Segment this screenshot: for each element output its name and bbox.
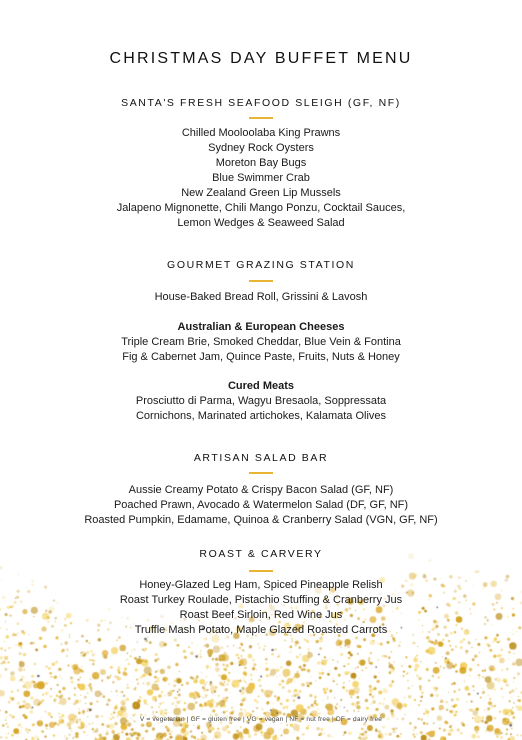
roast-items <box>0 578 522 638</box>
list-item: Moreton Bay Bugs <box>215 157 307 169</box>
grazing-items <box>0 290 522 305</box>
section-title-salad: ARTISAN SALAD BAR <box>193 452 329 464</box>
dietary-legend: V = vegetarian | GF = gluten free | VG = vegan | NF = nut free | DF = dairy free <box>139 716 383 723</box>
list-item: Truffle Mash Potato, Maple Glazed Roasted Carrots <box>134 624 388 636</box>
list-item: Cornichons, Marinated artichokes, Kalamata Olives <box>135 410 387 422</box>
list-item: Fig & Cabernet Jam, Quince Paste, Fruits, Nuts & Honey <box>122 351 400 363</box>
section-title-grazing: GOURMET GRAZING STATION <box>167 259 355 271</box>
cured-meats-block <box>0 379 522 424</box>
list-item: Aussie Creamy Potato & Crispy Bacon Salad (GF, NF) <box>128 484 394 496</box>
cheeses-block <box>0 320 522 365</box>
subsection-title-cheeses: Australian & European Cheeses <box>177 321 345 333</box>
list-item: Roast Beef Sirloin, Red Wine Jus <box>179 609 343 621</box>
section-title-roast: ROAST & CARVERY <box>199 548 323 560</box>
gold-divider <box>249 472 273 474</box>
list-item: Triple Cream Brie, Smoked Cheddar, Blue Vein & Fontina <box>121 336 401 348</box>
list-item: House-Baked Bread Roll, Grissini & Lavosh <box>154 291 368 303</box>
menu-title: CHRISTMAS DAY BUFFET MENU <box>109 50 413 67</box>
list-item: Chilled Mooloolaba King Prawns <box>181 127 341 139</box>
list-item: Sydney Rock Oysters <box>208 142 314 154</box>
seafood-items <box>0 126 522 231</box>
section-title-seafood: SANTA'S FRESH SEAFOOD SLEIGH (GF, NF) <box>121 97 401 109</box>
salad-items <box>0 483 522 528</box>
list-item: New Zealand Green Lip Mussels <box>181 187 341 199</box>
list-item: Poached Prawn, Avocado & Watermelon Salad (DF, GF, NF) <box>113 499 409 511</box>
list-item: Lemon Wedges & Seaweed Salad <box>177 217 345 229</box>
list-item: Prosciutto di Parma, Wagyu Bresaola, Soppressata <box>135 395 387 407</box>
list-item: Roasted Pumpkin, Edamame, Quinoa & Cranberry Salad (VGN, GF, NF) <box>84 514 438 526</box>
list-item: Jalapeno Mignonette, Chili Mango Ponzu, Cocktail Sauces, <box>116 202 406 214</box>
list-item: Honey-Glazed Leg Ham, Spiced Pineapple Relish <box>139 579 383 591</box>
gold-divider <box>249 117 273 119</box>
subsection-title-cured-meats: Cured Meats <box>227 380 295 392</box>
list-item: Roast Turkey Roulade, Pistachio Stuffing & Cranberry Jus <box>119 594 403 606</box>
list-item: Blue Swimmer Crab <box>212 172 310 184</box>
gold-divider <box>249 280 273 282</box>
gold-divider <box>249 570 273 572</box>
